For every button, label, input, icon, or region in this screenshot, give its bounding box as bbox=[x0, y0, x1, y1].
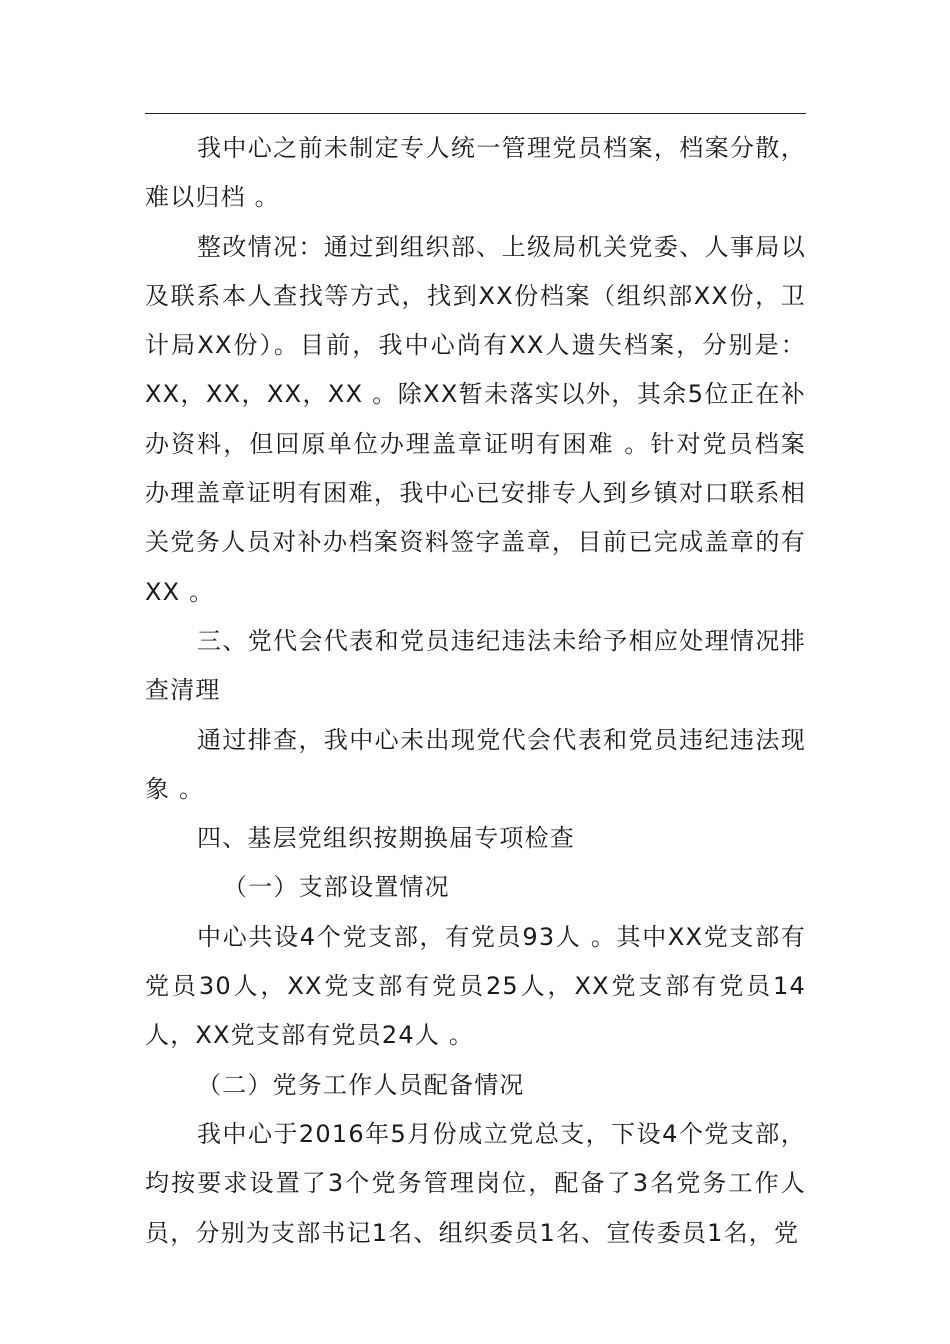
paragraph-section-three-result: 通过排查，我中心未出现党代会代表和党员违纪违法现象 。 bbox=[145, 725, 806, 803]
paragraph-staffing: 我中心于2016年5月份成立党总支，下设4个党支部，均按要求设置了3个党务管理岗位，配备了3名党务工作人员，分别为支部书记1名、组织委员1名、宣传委员1名，党 bbox=[145, 1119, 806, 1247]
document-body bbox=[145, 124, 806, 1258]
header-rule bbox=[145, 113, 806, 114]
paragraph-archive-issue: 我中心之前未制定专人统一管理党员档案，档案分散，难以归档 。 bbox=[145, 134, 806, 212]
paragraph-branch-setup: 中心共设4个党支部，有党员93人 。其中XX党支部有党员30人，XX党支部有党员25人，XX党支部有党员14人，XX党支部有党员24人 。 bbox=[145, 922, 806, 1050]
heading-section-three: 三、党代会代表和党员违纪违法未给予相应处理情况排查清理 bbox=[145, 626, 806, 705]
heading-section-four: 四、基层党组织按期换届专项检查 bbox=[197, 824, 575, 853]
paragraph-rectification: 整改情况：通过到组织部、上级局机关党委、人事局以及联系本人查找等方式，找到XX份档案（组织部XX份，卫计局XX份）。目前，我中心尚有XX人遗失档案，分别是：XX，XX，XX，XX 。除XX暂未落实以外，其余5位正在补办资料，但回原单位办理盖章证明有困难 。针对党员档案办理盖章证明有困难，我中心已安排专人到乡镇对口联系相关党务人员对补办档案资料签字盖章，目前已完成盖章的有XX 。 bbox=[145, 232, 806, 606]
subheading-branch-setup: （一）支部设置情况 bbox=[223, 873, 450, 902]
subheading-staffing: （二）党务工作人员配备情况 bbox=[197, 1070, 525, 1099]
